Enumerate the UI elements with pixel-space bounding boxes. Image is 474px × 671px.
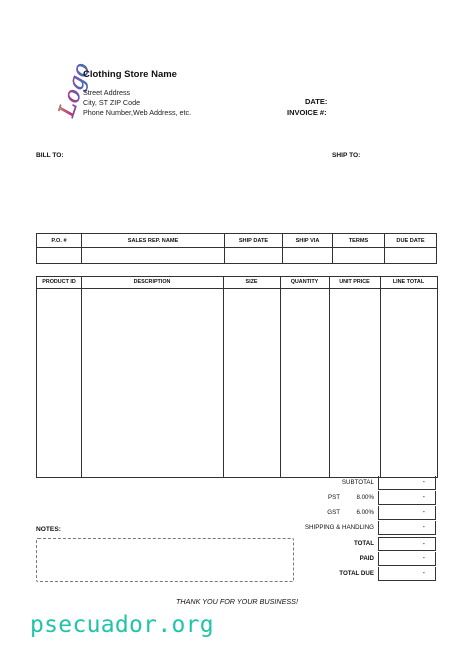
po-value[interactable] — [37, 248, 82, 264]
thank-you-message: THANK YOU FOR YOUR BUSINESS! — [176, 597, 298, 606]
notes-label: NOTES: — [36, 526, 61, 533]
total-label: TOTAL — [353, 540, 374, 547]
terms-value[interactable] — [333, 248, 385, 264]
col-line-total: LINE TOTAL — [392, 279, 425, 285]
pst-value[interactable]: - — [378, 491, 436, 505]
pst-rate: 8.00% — [356, 494, 374, 501]
notes-box[interactable] — [36, 538, 294, 582]
gst-value[interactable]: - — [378, 506, 436, 520]
paid-label: PAID — [359, 555, 374, 562]
pst-row — [280, 491, 436, 505]
gst-label: GST — [327, 509, 340, 516]
gst-row — [280, 506, 436, 520]
col-product-id: PRODUCT ID — [42, 279, 76, 285]
col-po: P.O. # — [37, 234, 82, 248]
subtotal-row — [280, 476, 436, 490]
store-city: City, ST ZIP Code — [83, 98, 141, 107]
paid-row — [280, 552, 436, 566]
ship-via-value[interactable] — [283, 248, 333, 264]
store-contact: Phone Number,Web Address, etc. — [83, 108, 192, 117]
logo-text: Logo — [54, 59, 96, 120]
shipping-label: SHIPPING & HANDLING — [304, 524, 374, 531]
line-items-table — [36, 276, 438, 478]
col-description: DESCRIPTION — [133, 279, 171, 285]
pst-label: PST — [327, 494, 340, 501]
gst-rate: 6.00% — [356, 509, 374, 516]
date-label: DATE: — [305, 97, 328, 106]
sales-rep-value[interactable] — [82, 248, 225, 264]
total-due-label: TOTAL DUE — [339, 570, 374, 577]
ship-to-label: SHIP TO: — [332, 152, 361, 159]
col-ship-via: SHIP VIA — [283, 234, 333, 248]
shipping-value[interactable]: - — [378, 521, 436, 535]
col-ship-date: SHIP DATE — [225, 234, 283, 248]
shipping-row — [280, 521, 436, 535]
total-row — [280, 537, 436, 551]
subtotal-value[interactable]: - — [378, 476, 436, 490]
total-due-row — [280, 567, 436, 581]
total-due-value[interactable]: - — [378, 567, 436, 581]
watermark: psecuador.org — [30, 612, 214, 638]
invoice-label: INVOICE #: — [287, 108, 327, 117]
paid-value[interactable]: - — [378, 552, 436, 566]
col-unit-price: UNIT PRICE — [339, 279, 370, 285]
col-sales-rep: SALES REP. NAME — [82, 234, 225, 248]
total-value[interactable]: - — [378, 537, 436, 551]
store-street: Street Address — [83, 88, 131, 97]
col-quantity: QUANTITY — [290, 279, 319, 285]
col-due-date: DUE DATE — [385, 234, 437, 248]
col-terms: TERMS — [333, 234, 385, 248]
order-info-table — [36, 233, 437, 264]
col-size: SIZE — [245, 279, 258, 285]
due-date-value[interactable] — [385, 248, 437, 264]
subtotal-label: SUBTOTAL — [341, 479, 374, 486]
store-logo — [38, 59, 96, 126]
ship-date-value[interactable] — [225, 248, 283, 264]
store-name: Clothing Store Name — [83, 69, 177, 80]
bill-to-label: BILL TO: — [36, 152, 64, 159]
